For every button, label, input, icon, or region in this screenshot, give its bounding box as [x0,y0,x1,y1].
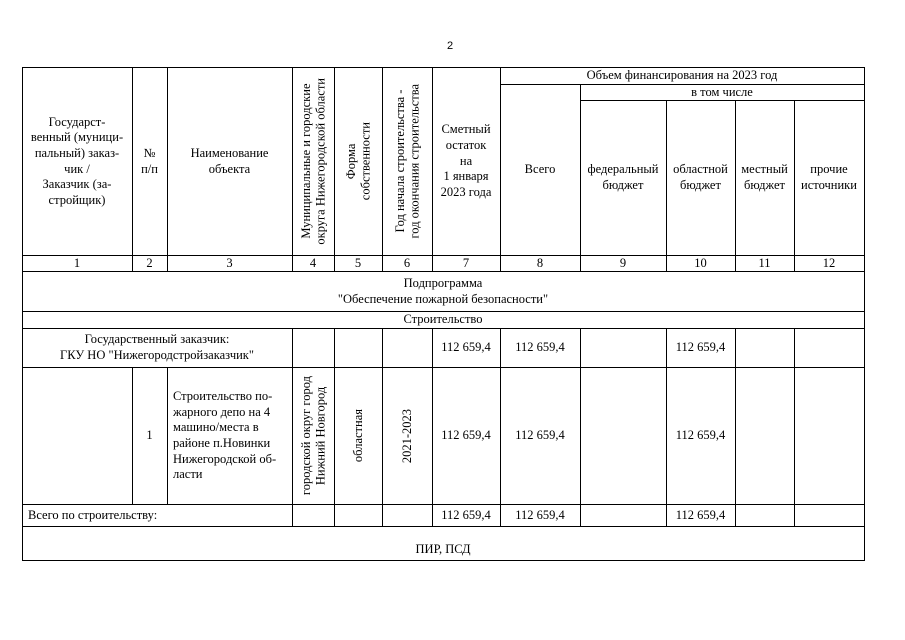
header-other: прочие источники [801,162,857,192]
object-row-estimate: 112 659,4 [441,428,491,443]
customer-row-label: Государственный заказчик: ГКУ НО "Нижегородстройзаказчик" [60,332,254,362]
col-number: 2 [146,255,153,270]
section-title: Строительство [403,312,483,327]
subprogram-title: Подпрограмма "Обеспечение пожарной безопасности" [337,275,549,306]
header-municipality: Муниципальные и городские округа Нижегородской области [298,78,327,245]
total-row-label: Всего по строительству: [28,507,158,522]
col-number: 8 [536,255,544,270]
object-row-total: 112 659,4 [515,428,565,443]
header-ownership-cell [334,68,382,255]
col-number: 12 [822,255,836,270]
object-row-num: 1 [146,428,153,443]
object-row-municipality-cell [292,368,334,504]
header-object-name: Наименование объекта [190,145,269,176]
col-number: 4 [309,255,317,270]
header-financing-2023: Объем финансирования на 2023 год [586,68,778,83]
object-row-years: 2021-2023 [399,408,414,464]
col-number: 3 [226,255,233,270]
header-ownership: Форма собственности [343,122,372,201]
header-customer: Государст- венный (муници- пальный) заказ- чик / Заказчик (за- стройщик) [30,114,124,207]
total-row-estimate: 112 659,4 [441,507,491,522]
col-number: 7 [462,255,470,270]
customer-row-total: 112 659,4 [515,340,565,355]
col-number: 6 [403,255,411,270]
col-number: 11 [758,255,771,270]
header-total: Всего [524,162,556,177]
header-including: в том числе [691,84,753,99]
total-row-total: 112 659,4 [515,507,565,522]
pir-section-title: ПИР, ПСД [415,542,471,557]
page-number: 2 [447,40,454,52]
header-years: Год начала строительства - год окончания строительства [392,84,421,239]
object-row-ownership: областная [350,409,365,463]
header-regional: областной бюджет [673,162,728,192]
customer-row-regional: 112 659,4 [675,340,726,355]
header-num: № п/п [141,145,158,176]
col-number: 5 [354,255,362,270]
col-number: 9 [619,255,627,270]
object-row-regional: 112 659,4 [675,428,726,443]
object-row-name: Строительство по- жарного депо на 4 машино/места в районе п.Новинки Нижегородской об- ласти [173,389,277,482]
col-number: 10 [694,255,707,270]
customer-row-estimate: 112 659,4 [441,340,491,355]
object-row-ownership-cell [334,368,382,504]
header-local: местный бюджет [741,162,788,192]
header-federal: федеральный бюджет [587,162,659,192]
header-municipality-cell [292,68,334,255]
header-years-cell [382,68,432,255]
col-number: 1 [73,255,81,270]
total-row-regional: 112 659,4 [675,507,726,522]
object-row-years-cell [382,368,432,504]
object-row-municipality: городской округ город Нижний Новгород [298,376,327,496]
header-estimate: Сметный остаток на 1 января 2023 года [440,122,492,199]
